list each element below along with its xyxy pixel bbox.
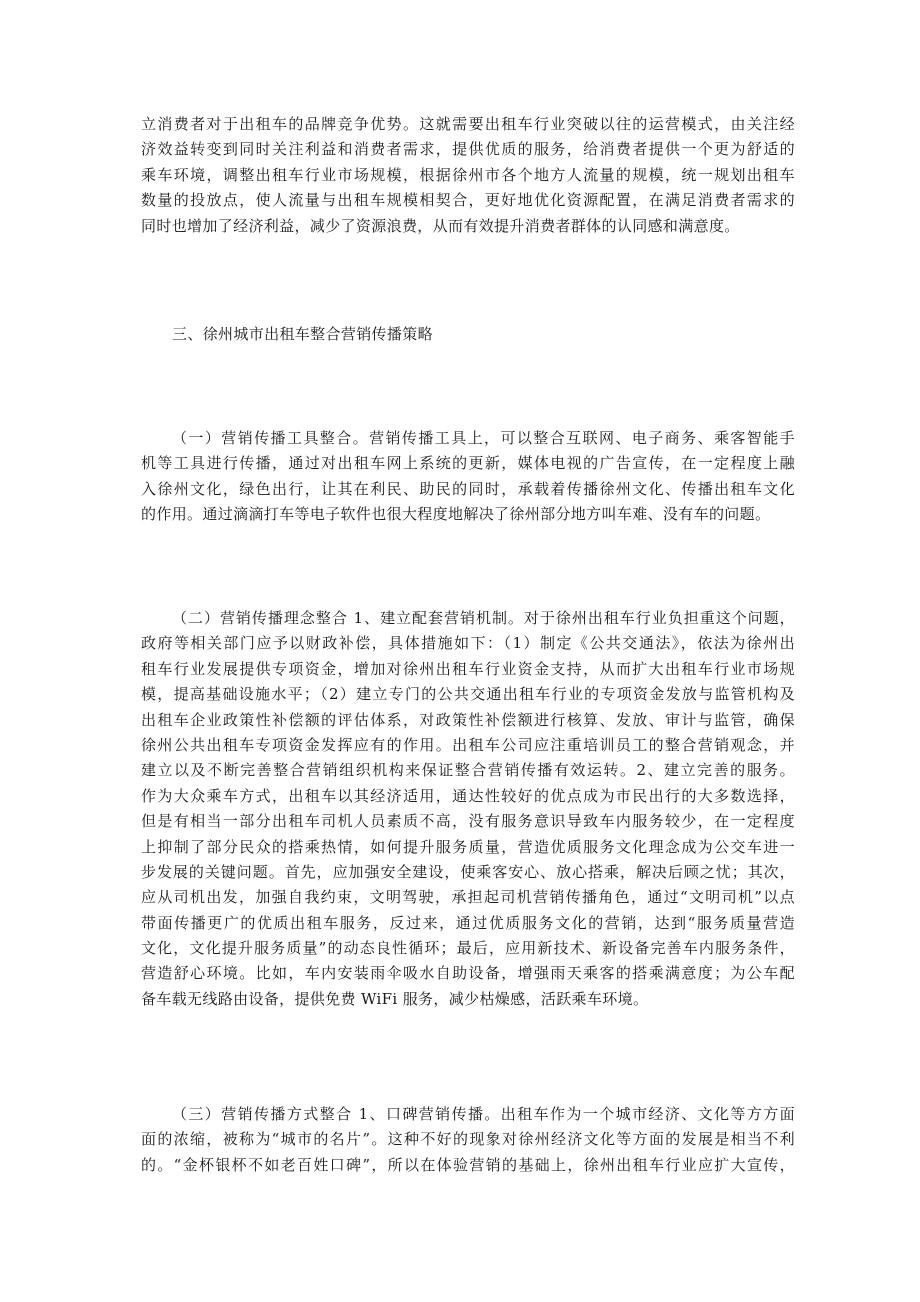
paragraph-tools-integration (141, 426, 795, 528)
text-line: 政府等相关部门应予以财政补偿，具体措施如下：（1）制定《公共交通法》，依法为徐州出 (141, 634, 795, 653)
text-line: 机等工具进行传播，通过对出租车网上系统的更新，媒体电视的广告宣传，在一定程度上融 (141, 454, 795, 473)
text-line: 立消费者对于出租车的品牌竞争优势。这就需要出租车行业突破以往的运营模式，由关注经 (141, 115, 795, 133)
text-line: 步发展的关键问题。首先，应加强安全建设，使乘客安心、放心搭乘，解决后顾之忧；其次， (141, 862, 795, 881)
text-line: 数量的投放点，使人流量与出租车规模相契合，更好地优化资源配置，在满足消费者需求的 (141, 191, 795, 210)
text-line: 备车载无线路由设备，提供免费 WiFi 服务，减少枯燥感，活跃乘车环境。 (141, 989, 649, 1008)
text-line: 营造舒心环境。比如，车内安装雨伞吸水自助设备，增强雨天乘客的搭乘满意度；为公车配 (141, 964, 795, 983)
text-line: 济效益转变到同时关注利益和消费者需求，提供优质的服务，给消费者提供一个更为舒适的 (141, 140, 795, 159)
text-line: （一）营销传播工具整合。营销传播工具上，可以整合互联网、电子商务、乘客智能手 (172, 429, 795, 447)
section-heading: 三、徐州城市出租车整合营销传播策略 (172, 325, 433, 343)
paragraph-intro-continuation (141, 112, 795, 239)
text-line: 文化，文化提升服务质量”的动态良性循环；最后，应用新技术、新设备完善车内服务条件， (141, 939, 795, 958)
text-line: 入徐州文化，绿色出行，让其在利民、助民的同时，承载着传播徐州文化、传播出租车文化 (141, 479, 795, 498)
text-line: 模，提高基础设施水平；（2）建立专门的公共交通出租车行业的专项资金发放与监管机构及 (141, 685, 795, 704)
text-line: 徐州公共出租车专项资金发挥应有的作用。出租车公司应注重培训员工的整合营销观念，并 (141, 735, 795, 754)
text-line: 作为大众乘车方式，出租车以其经济适用，通达性较好的优点成为市民出行的大多数选择， (141, 786, 795, 805)
text-line: 面的浓缩，被称为“城市的名片”。这种不好的现象对徐州经济文化等方面的发展是相当不利 (141, 1130, 795, 1149)
paragraph-concept-integration (141, 606, 795, 1012)
text-line: 建立以及不断完善整合营销组织机构来保证整合营销传播有效运转。2、建立完善的服务。 (141, 761, 795, 780)
text-line: 的作用。通过滴滴打车等电子软件也很大程度地解决了徐州部分地方叫车难、没有车的问题。 (141, 505, 771, 524)
text-line: 的。“金杯银杯不如老百姓口碑”，所以在体验营销的基础上，徐州出租车行业应扩大宣传， (141, 1155, 795, 1174)
text-line: （三）营销传播方式整合 1、口碑营销传播。出租车作为一个城市经济、文化等方方面 (172, 1105, 795, 1123)
text-line: 上抑制了部分民众的搭乘热情，如何提升服务质量，营造优质服务文化理念成为公交车进一 (141, 837, 795, 856)
text-line: 应从司机出发，加强自我约束，文明驾驶，承担起司机营销传播角色，通过“文明司机”以点 (141, 888, 795, 907)
text-line: 乘车环境，调整出租车行业市场规模，根据徐州市各个地方人流量的规模，统一规划出租车 (141, 165, 795, 184)
text-line: 但是有相当一部分出租车司机人员素质不高，没有服务意识导致车内服务较少，在一定程度 (141, 812, 795, 831)
text-line: （二）营销传播理念整合 1、建立配套营销机制。对于徐州出租车行业负担重这个问题， (172, 609, 795, 627)
paragraph-method-integration (141, 1102, 795, 1178)
text-line: 出租车企业政策性补偿额的评估体系，对政策性补偿额进行核算、发放、审计与监管，确保 (141, 710, 795, 729)
text-line: 租车行业发展提供专项资金，增加对徐州出租车行业资金支持，从而扩大出租车行业市场规 (141, 659, 795, 678)
text-line: 同时也增加了经济利益，减少了资源浪费，从而有效提升消费者群体的认同感和满意度。 (141, 216, 740, 235)
text-line: 带面传播更广的优质出租车服务，反过来，通过优质服务文化的营销，达到“服务质量营造 (141, 913, 795, 932)
